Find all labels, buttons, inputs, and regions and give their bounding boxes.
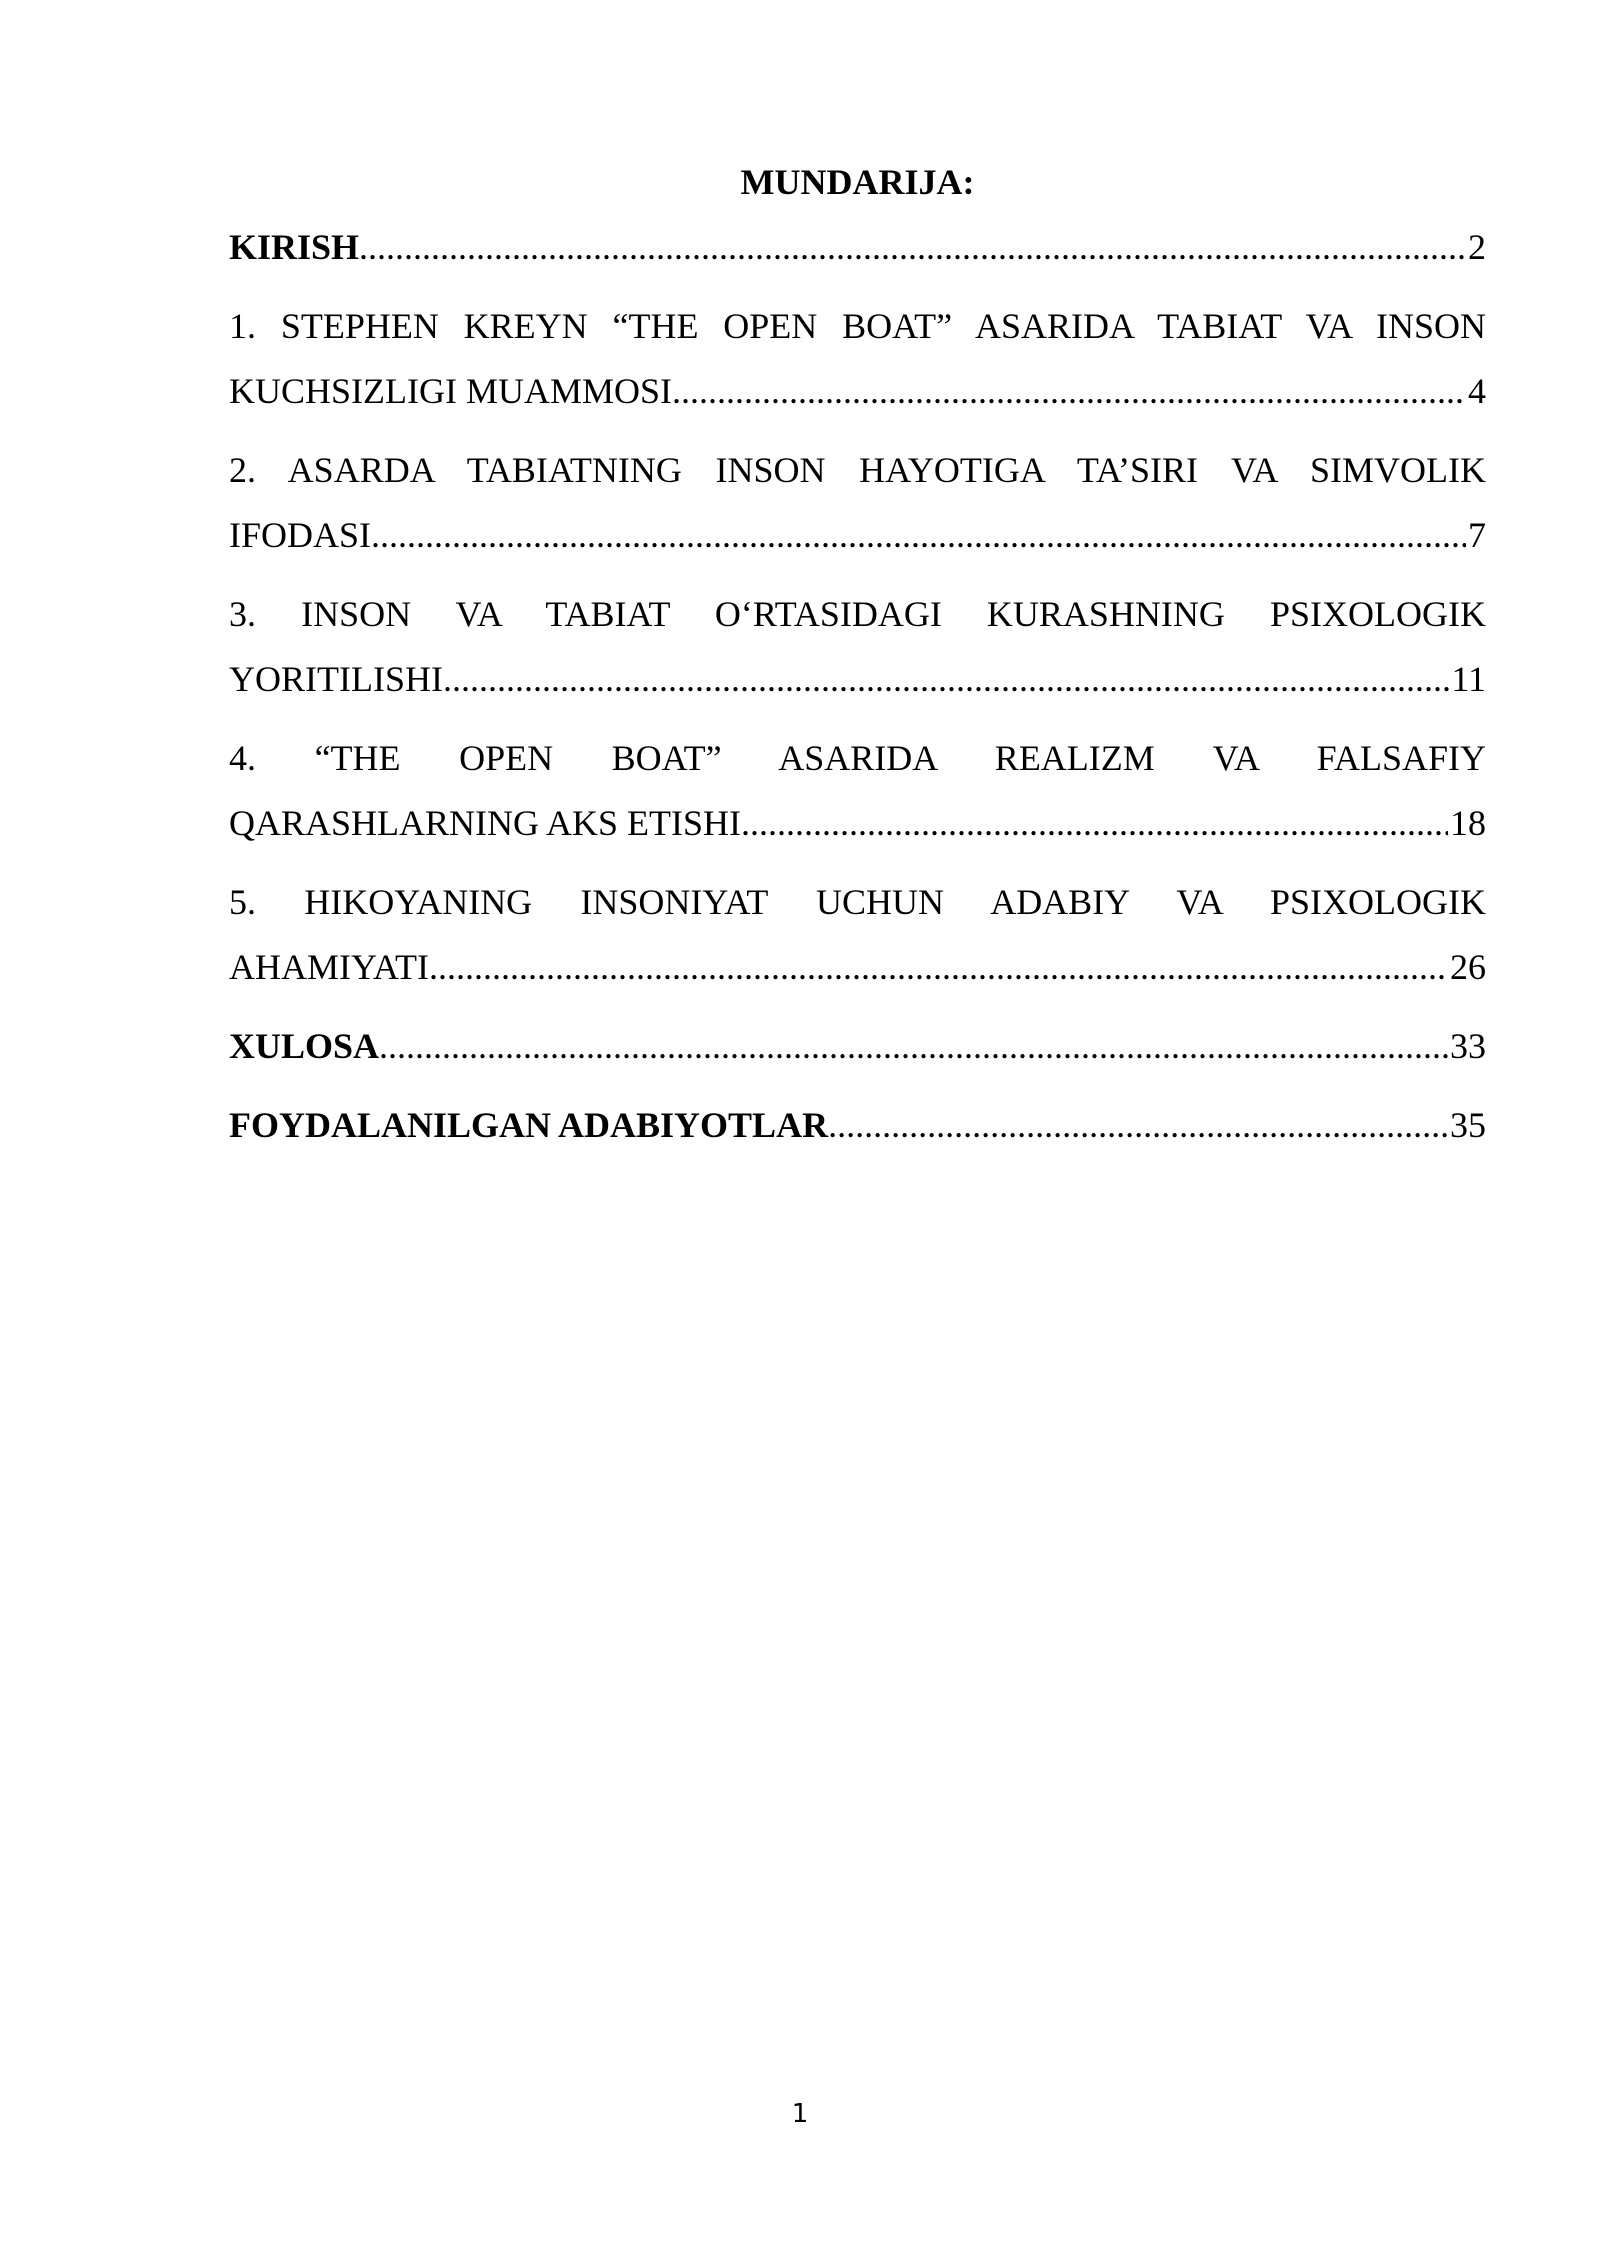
toc-entry-label: YORITILISHI xyxy=(229,659,443,699)
toc-entry-5[interactable] xyxy=(229,870,1486,1000)
dot-leader xyxy=(429,935,1448,1000)
toc-entry-heading-line: 4. “THE OPEN BOAT” ASARIDA REALIZM VA FALSAFIY xyxy=(229,738,1486,778)
toc-title: MUNDARIJA: xyxy=(740,162,975,202)
toc-entry-kirish[interactable] xyxy=(229,215,1486,280)
dot-leader xyxy=(828,1093,1448,1158)
toc-entry-page: 7 xyxy=(1468,515,1486,555)
toc-entry-label: KIRISH xyxy=(229,227,360,267)
dot-leader xyxy=(672,359,1466,424)
toc-entry-page: 18 xyxy=(1450,803,1486,843)
toc-entry-heading-line: 3. INSON VA TABIAT O‘RTASIDAGI KURASHNING PSIXOLOGIK xyxy=(229,594,1486,634)
toc-entry-page: 2 xyxy=(1468,227,1486,267)
page-number: 1 xyxy=(791,2099,809,2129)
toc-entry-4[interactable] xyxy=(229,726,1486,856)
toc-entry-page: 35 xyxy=(1450,1105,1486,1145)
dot-leader xyxy=(371,503,1466,568)
toc-entry-heading-line: 1. STEPHEN KREYN “THE OPEN BOAT” ASARIDA TABIAT VA INSON xyxy=(229,306,1486,346)
table-of-contents xyxy=(229,150,1486,1158)
toc-entry-label: QARASHLARNING AKS ETISHI xyxy=(229,803,742,843)
toc-entry-2[interactable] xyxy=(229,438,1486,568)
toc-entry-label: IFODASI xyxy=(229,515,372,555)
toc-entry-xulosa[interactable] xyxy=(229,1014,1486,1079)
toc-entry-page: 4 xyxy=(1468,371,1486,411)
toc-entry-references[interactable] xyxy=(229,1093,1486,1158)
toc-entry-page: 26 xyxy=(1450,947,1486,987)
toc-entry-label: XULOSA xyxy=(229,1026,380,1066)
dot-leader xyxy=(443,647,1449,712)
toc-entry-3[interactable] xyxy=(229,582,1486,712)
toc-entry-page: 11 xyxy=(1451,659,1486,699)
toc-entry-heading-line: 2. ASARDA TABIATNING INSON HAYOTIGA TA’SIRI VA SIMVOLIK xyxy=(229,450,1486,490)
toc-entry-page: 33 xyxy=(1450,1026,1486,1066)
toc-entry-1[interactable] xyxy=(229,294,1486,424)
toc-entry-heading-line: 5. HIKOYANING INSONIYAT UCHUN ADABIY VA PSIXOLOGIK xyxy=(229,882,1486,922)
toc-entry-label: KUCHSIZLIGI MUAMMOSI xyxy=(229,371,673,411)
dot-leader xyxy=(741,791,1448,856)
toc-entry-label: AHAMIYATI xyxy=(229,947,429,987)
dot-leader xyxy=(359,215,1466,280)
dot-leader xyxy=(379,1014,1448,1079)
toc-entry-label: FOYDALANILGAN ADABIYOTLAR xyxy=(229,1105,829,1145)
